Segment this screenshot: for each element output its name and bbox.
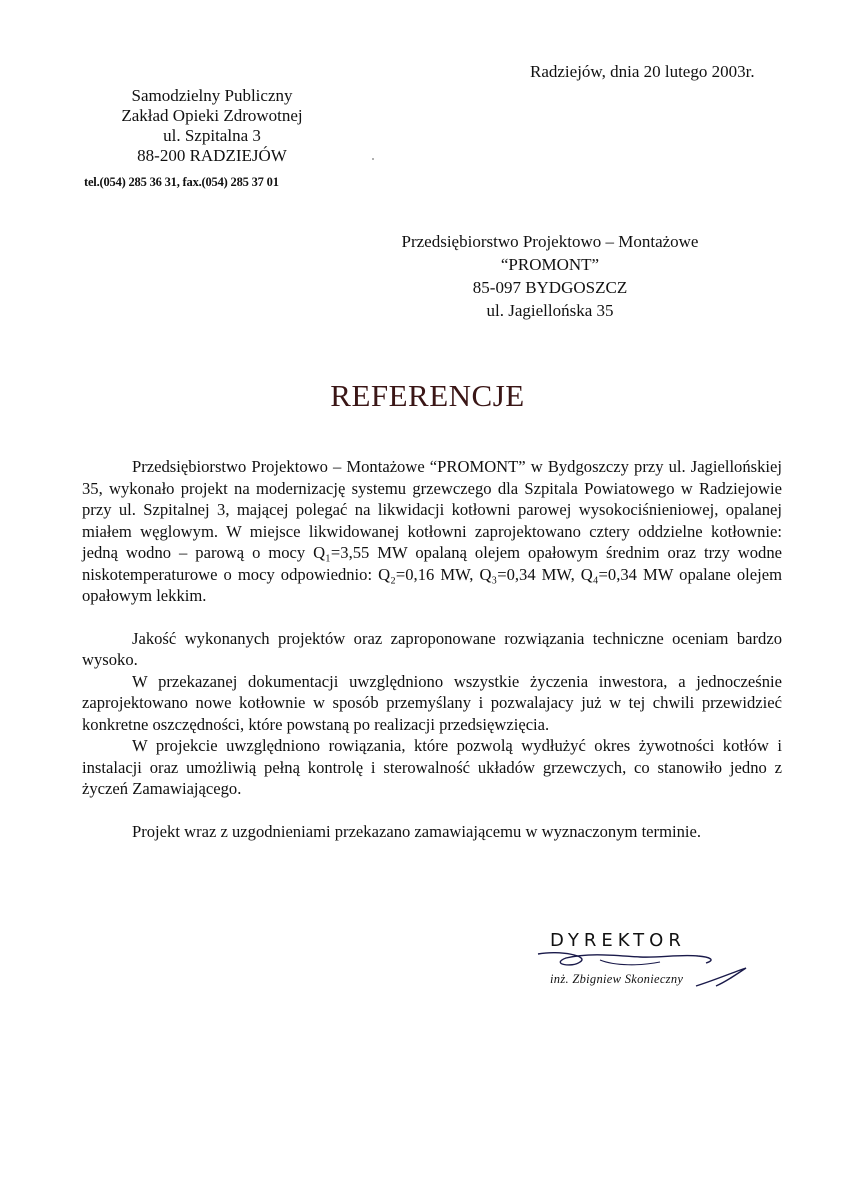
paragraph-3: W przekazanej dokumentacji uwzględniono wszystkie życzenia inwestora, a jednocześnie zaprojektowano nowe kotłownie w sposób przemyślany i pozwalajacy już w tej chwili przewidzieć konkretne oszczędności, które powstaną po realizacji przedsięwzięcia.	[82, 671, 782, 734]
paragraph-2: Jakość wykonanych projektów oraz zaproponowane rozwiązania techniczne oceniam bardzo wysoko.	[82, 628, 782, 669]
signature-title: DYREKTOR	[550, 930, 686, 951]
signatory-name: inż. Zbigniew Skonieczny	[550, 972, 684, 986]
recipient-block	[360, 230, 740, 322]
date-line: Radziejów, dnia 20 lutego 2003r.	[530, 62, 755, 81]
recipient-line-3: 85-097 BYDGOSZCZ	[472, 278, 628, 297]
scan-speck	[372, 158, 374, 160]
paragraph-4: W projekcie uwzględniono rowiązania, które pozwolą wydłużyć okres żywotności kotłów i instalacji oraz umożliwią pełną kontrolę i sterowalność układów grzewczych, co stanowiło jedno z życzeń Zamawiającego.	[82, 736, 782, 798]
sender-block	[82, 86, 342, 192]
sender-contact: tel.(054) 285 36 31, fax.(054) 285 37 01	[84, 175, 279, 189]
document-title: REFERENCJE	[330, 378, 525, 413]
recipient-line-4: ul. Jagiellońska 35	[486, 301, 614, 320]
sender-line-4: 88-200 RADZIEJÓW	[137, 146, 287, 165]
sender-line-3: ul. Szpitalna 3	[163, 126, 261, 145]
recipient-line-2: “PROMONT”	[500, 255, 600, 274]
paragraph-5: Projekt wraz z uzgodnieniami przekazano zamawiającemu w wyznaczonym terminie.	[132, 821, 702, 841]
recipient-line-1: Przedsiębiorstwo Projektowo – Montażowe	[401, 232, 699, 251]
sender-line-2: Zakład Opieki Zdrowotnej	[121, 106, 303, 125]
sender-line-1: Samodzielny Publiczny	[131, 86, 293, 105]
letter-body	[82, 456, 782, 842]
signature-block	[520, 926, 750, 996]
paragraph-1: Przedsiębiorstwo Projektowo – Montażowe “PROMONT” w Bydgoszczy przy ul. Jagiellońskiej 35, wykonało projekt na modernizację systemu grzewczego dla Szpitala Powiatowego w Radziejowie przy ul. Szpitalnej 3, mającej polegać na likwidacji kotłowni parowej wysokociśnieniowej, opalanej miałem węglowym. W miejsce likwidowanej kotłowni zaprojektowano cztery oddzielne kotłownie: jedną wodno – parową o mocy Q₁=3,55 MW opalaną olejem opałowym średnim oraz trzy wodne niskotemperaturowe o mocy odpowiednio: Q₂=0,16 MW, Q₃=0,34 MW, Q₄=0,34 MW opalane olejem opałowym lekkim.	[82, 457, 782, 605]
